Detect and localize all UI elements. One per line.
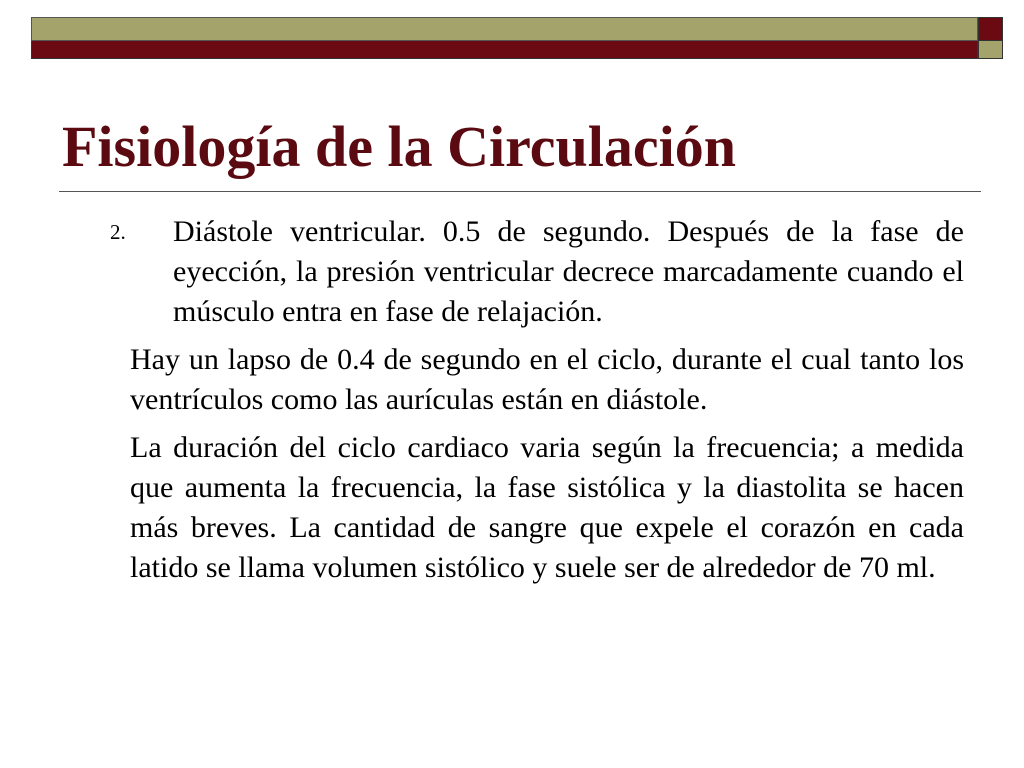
slide-title: Fisiología de la Circulación (62, 114, 736, 179)
body-paragraph-1: Hay un lapso de 0.4 de segundo en el ciclo, durante el cual tanto los ventrículos como las aurículas están en diástole. (130, 343, 964, 416)
body-paragraph-2: La duración del ciclo cardiaco varia según la frecuencia; a medida que aumenta la frecuencia, la fase sistólica y la diastolita se hacen más breves. La cantidad de sangre que expele el corazón en cada latido se llama volumen sistólico y suele ser de alrededor de 70 ml. (130, 431, 964, 584)
numbered-list-item (110, 212, 964, 332)
header-square-olive (978, 41, 1003, 59)
header-band-olive (31, 17, 978, 41)
list-item-text: Diástole ventricular. 0.5 de segundo. Después de la fase de eyección, la presión ventricular decrece marcadamente cuando el músculo entra en fase de relajación. (173, 215, 964, 328)
header-square-maroon (978, 17, 1003, 41)
list-item-number: 2. (110, 220, 126, 244)
title-divider (59, 191, 981, 192)
slide-body (110, 212, 964, 588)
header-band-maroon (31, 41, 978, 59)
